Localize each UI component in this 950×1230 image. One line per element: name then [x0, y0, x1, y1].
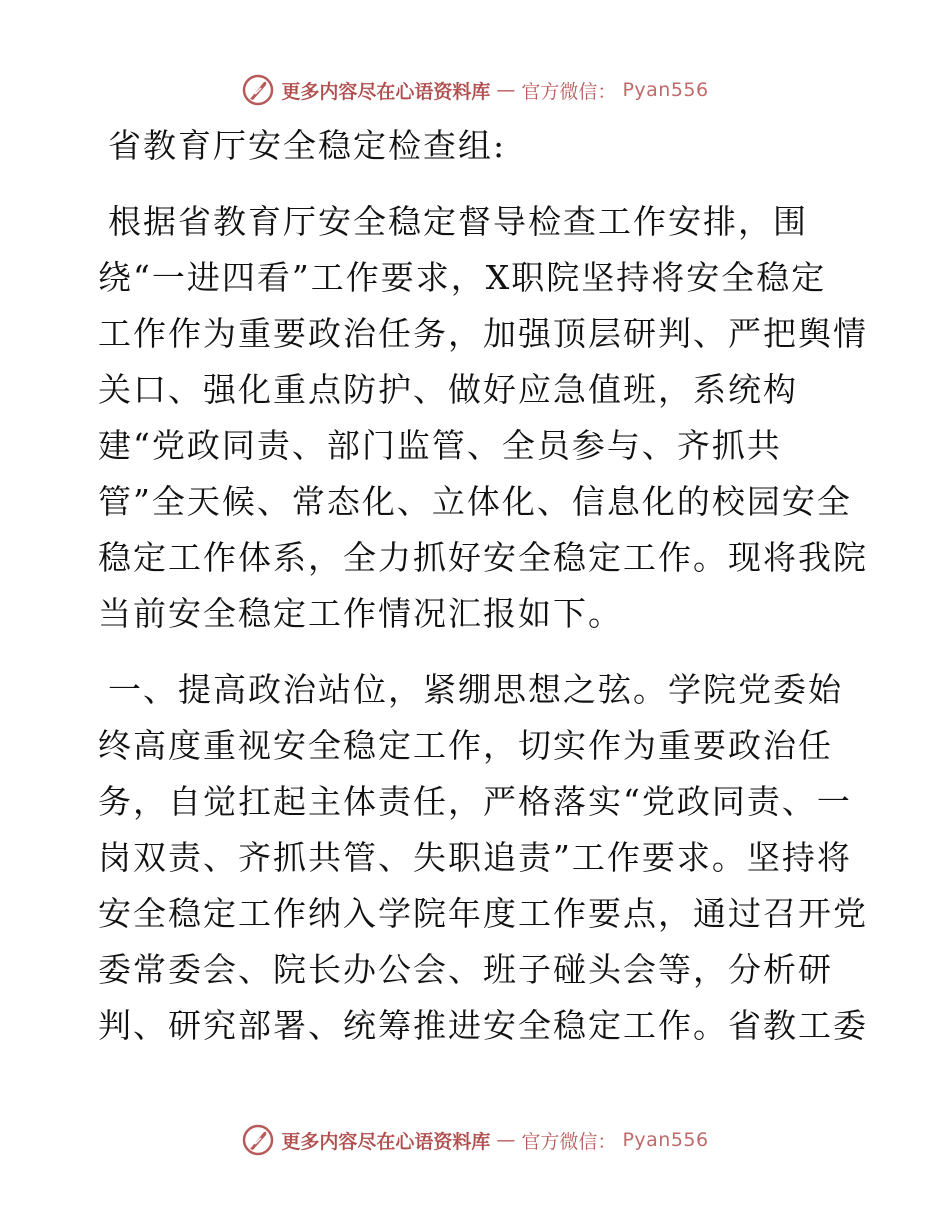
paragraph-line: 务，自觉扛起主体责任，严格落实“党政同责、一 [98, 782, 852, 821]
paragraph-line: 关口、强化重点防护、做好应急值班，系统构 [98, 370, 798, 409]
watermark-wechat-label: 官方微信： [521, 80, 617, 103]
paragraph-line: 当前安全稳定工作情况汇报如下。 [98, 594, 623, 633]
feather-pen-logo-icon [241, 73, 275, 107]
feather-pen-logo-icon [241, 1123, 275, 1157]
watermark-separator: — [496, 79, 516, 101]
paragraph-line: 委常委会、院长办公会、班子碰头会等，分析研 [98, 950, 833, 989]
paragraph-1 [98, 194, 868, 642]
watermark-brand: 更多内容尽在心语资料库 [281, 1130, 491, 1153]
document-body [98, 118, 868, 1054]
paragraph-line: 工作作为重要政治任务，加强顶层研判、严把舆情 [98, 314, 868, 353]
watermark-wechat-id: Pyan556 [622, 79, 709, 101]
watermark-brand: 更多内容尽在心语资料库 [281, 80, 491, 103]
paragraph-2 [98, 662, 868, 1054]
paragraph-gap [98, 174, 850, 194]
paragraph-line: 终高度重视安全稳定工作，切实作为重要政治任 [98, 726, 833, 765]
watermark-separator: — [496, 1129, 516, 1151]
footer-watermark [0, 1120, 950, 1160]
paragraph-line: 根据省教育厅安全稳定督导检查工作安排，围 [108, 202, 808, 241]
paragraph-line: 判、研究部署、统筹推进安全稳定工作。省教工委 [98, 1006, 868, 1045]
paragraph-line: 一、提高政治站位，紧绷思想之弦。学院党委始 [108, 670, 843, 709]
paragraph-line: 岗双责、齐抓共管、失职追责”工作要求。坚持将 [98, 838, 852, 877]
paragraph-line: 稳定工作体系，全力抓好安全稳定工作。现将我院 [98, 538, 868, 577]
watermark-wechat-label: 官方微信： [521, 1130, 617, 1153]
paragraph-line: 安全稳定工作纳入学院年度工作要点，通过召开党 [98, 894, 868, 933]
paragraph-gap [98, 642, 850, 662]
watermark-wechat-id: Pyan556 [622, 1129, 709, 1151]
salutation: 省教育厅安全稳定检查组: [108, 126, 507, 165]
paragraph-line: 建“党政同责、部门监管、全员参与、齐抓共 [98, 426, 782, 465]
paragraph-line: 绕“一进四看”工作要求，X职院坚持将安全稳定 [98, 258, 827, 297]
header-watermark [0, 70, 950, 110]
paragraph-line: 管”全天候、常态化、立体化、信息化的校园安全 [98, 482, 852, 521]
